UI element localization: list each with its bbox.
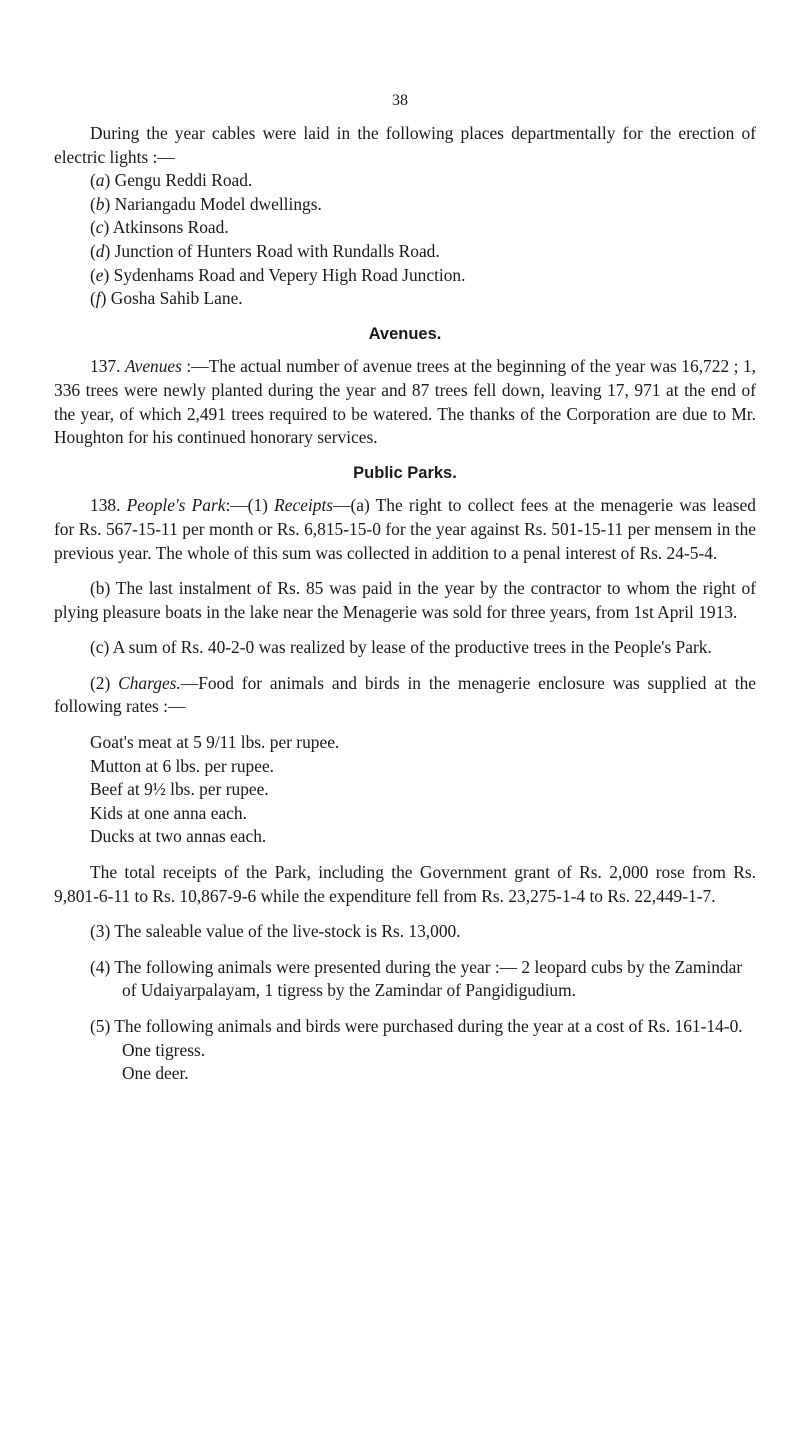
list-item: (a) Gengu Reddi Road. bbox=[90, 170, 253, 191]
list-item: (d) Junction of Hunters Road with Rundalls Road. bbox=[90, 240, 440, 261]
list-item: (b) Nariangadu Model dwellings. bbox=[90, 193, 322, 214]
list-item: (c) Atkinsons Road. bbox=[90, 217, 229, 238]
list-item: Ducks at two annas each. bbox=[90, 826, 267, 847]
list-item: One deer. bbox=[122, 1063, 189, 1084]
list-item: Goat's meat at 5 9/11 lbs. per rupee. bbox=[90, 732, 340, 753]
list-item: Beef at 9½ lbs. per rupee. bbox=[90, 779, 269, 800]
list-item: (e) Sydenhams Road and Vepery High Road Junction. bbox=[90, 264, 466, 285]
animals-purchased: (5) The following animals and birds were purchased during the year at a cost of Rs. 161-14-0. bbox=[90, 1016, 743, 1036]
food-rates-list bbox=[54, 731, 756, 849]
avenues-paragraph: 137. Avenues :—The actual number of avenue trees at the beginning of the year was 16,722 ; 1, 336 trees were newly planted during the year and 87 trees fell down, leaving 17, 971 at the end of the year, of which 2,491 trees required to be watered. The thanks of the Corporation are due to Mr. Houghton for his continued honorary services. bbox=[54, 356, 756, 448]
page-number: 38 bbox=[392, 92, 408, 109]
receipts-a-paragraph: 138. People's Park:—(1) Receipts—(a) The right to collect fees at the menagerie was leased for Rs. 567-15-11 per month or Rs. 6,815-15-0 for the year against Rs. 501-15-11 per mensem in the previous year. The whole of this sum was collected in addition to a penal interest of Rs. 24-5-4. bbox=[54, 495, 756, 563]
list-item: One tigress. bbox=[122, 1039, 206, 1060]
totals-paragraph: The total receipts of the Park, including the Government grant of Rs. 2,000 rose from Rs. 9,801-6-11 to Rs. 10,867-9-6 while the expenditure fell from Rs. 23,275-1-4 to Rs. 22,449-1-7. bbox=[54, 862, 756, 906]
list-item: Kids at one anna each. bbox=[90, 802, 247, 823]
public-parks-heading: Public Parks. bbox=[353, 463, 457, 482]
receipts-b-paragraph: (b) The last instalment of Rs. 85 was paid in the year by the contractor to whom the right of plying pleasure boats in the lake near the Menagerie was sold for three years, from 1st April 1913. bbox=[54, 578, 756, 622]
list-item: Mutton at 6 lbs. per rupee. bbox=[90, 755, 275, 776]
cable-places-list bbox=[54, 169, 756, 311]
cables-intro: During the year cables were laid in the following places departmentally for the erection of electric lights :— bbox=[54, 123, 756, 167]
animals-presented: (4) The following animals were presented during the year :— 2 leopard cubs by the Zamindar of Udaiyarpalayam, 1 tigress by the Zamindar of Pangidigudium. bbox=[90, 956, 743, 1001]
charges-paragraph: (2) Charges.—Food for animals and birds in the menagerie enclosure was supplied at the following rates :— bbox=[54, 672, 756, 717]
list-item: (f) Gosha Sahib Lane. bbox=[90, 288, 243, 309]
avenues-heading: Avenues. bbox=[368, 324, 442, 343]
livestock-value: (3) The saleable value of the live-stock is Rs. 13,000. bbox=[90, 921, 461, 942]
receipts-c-paragraph: (c) A sum of Rs. 40-2-0 was realized by lease of the productive trees in the People's Park. bbox=[90, 637, 712, 658]
page-body bbox=[54, 122, 756, 1086]
